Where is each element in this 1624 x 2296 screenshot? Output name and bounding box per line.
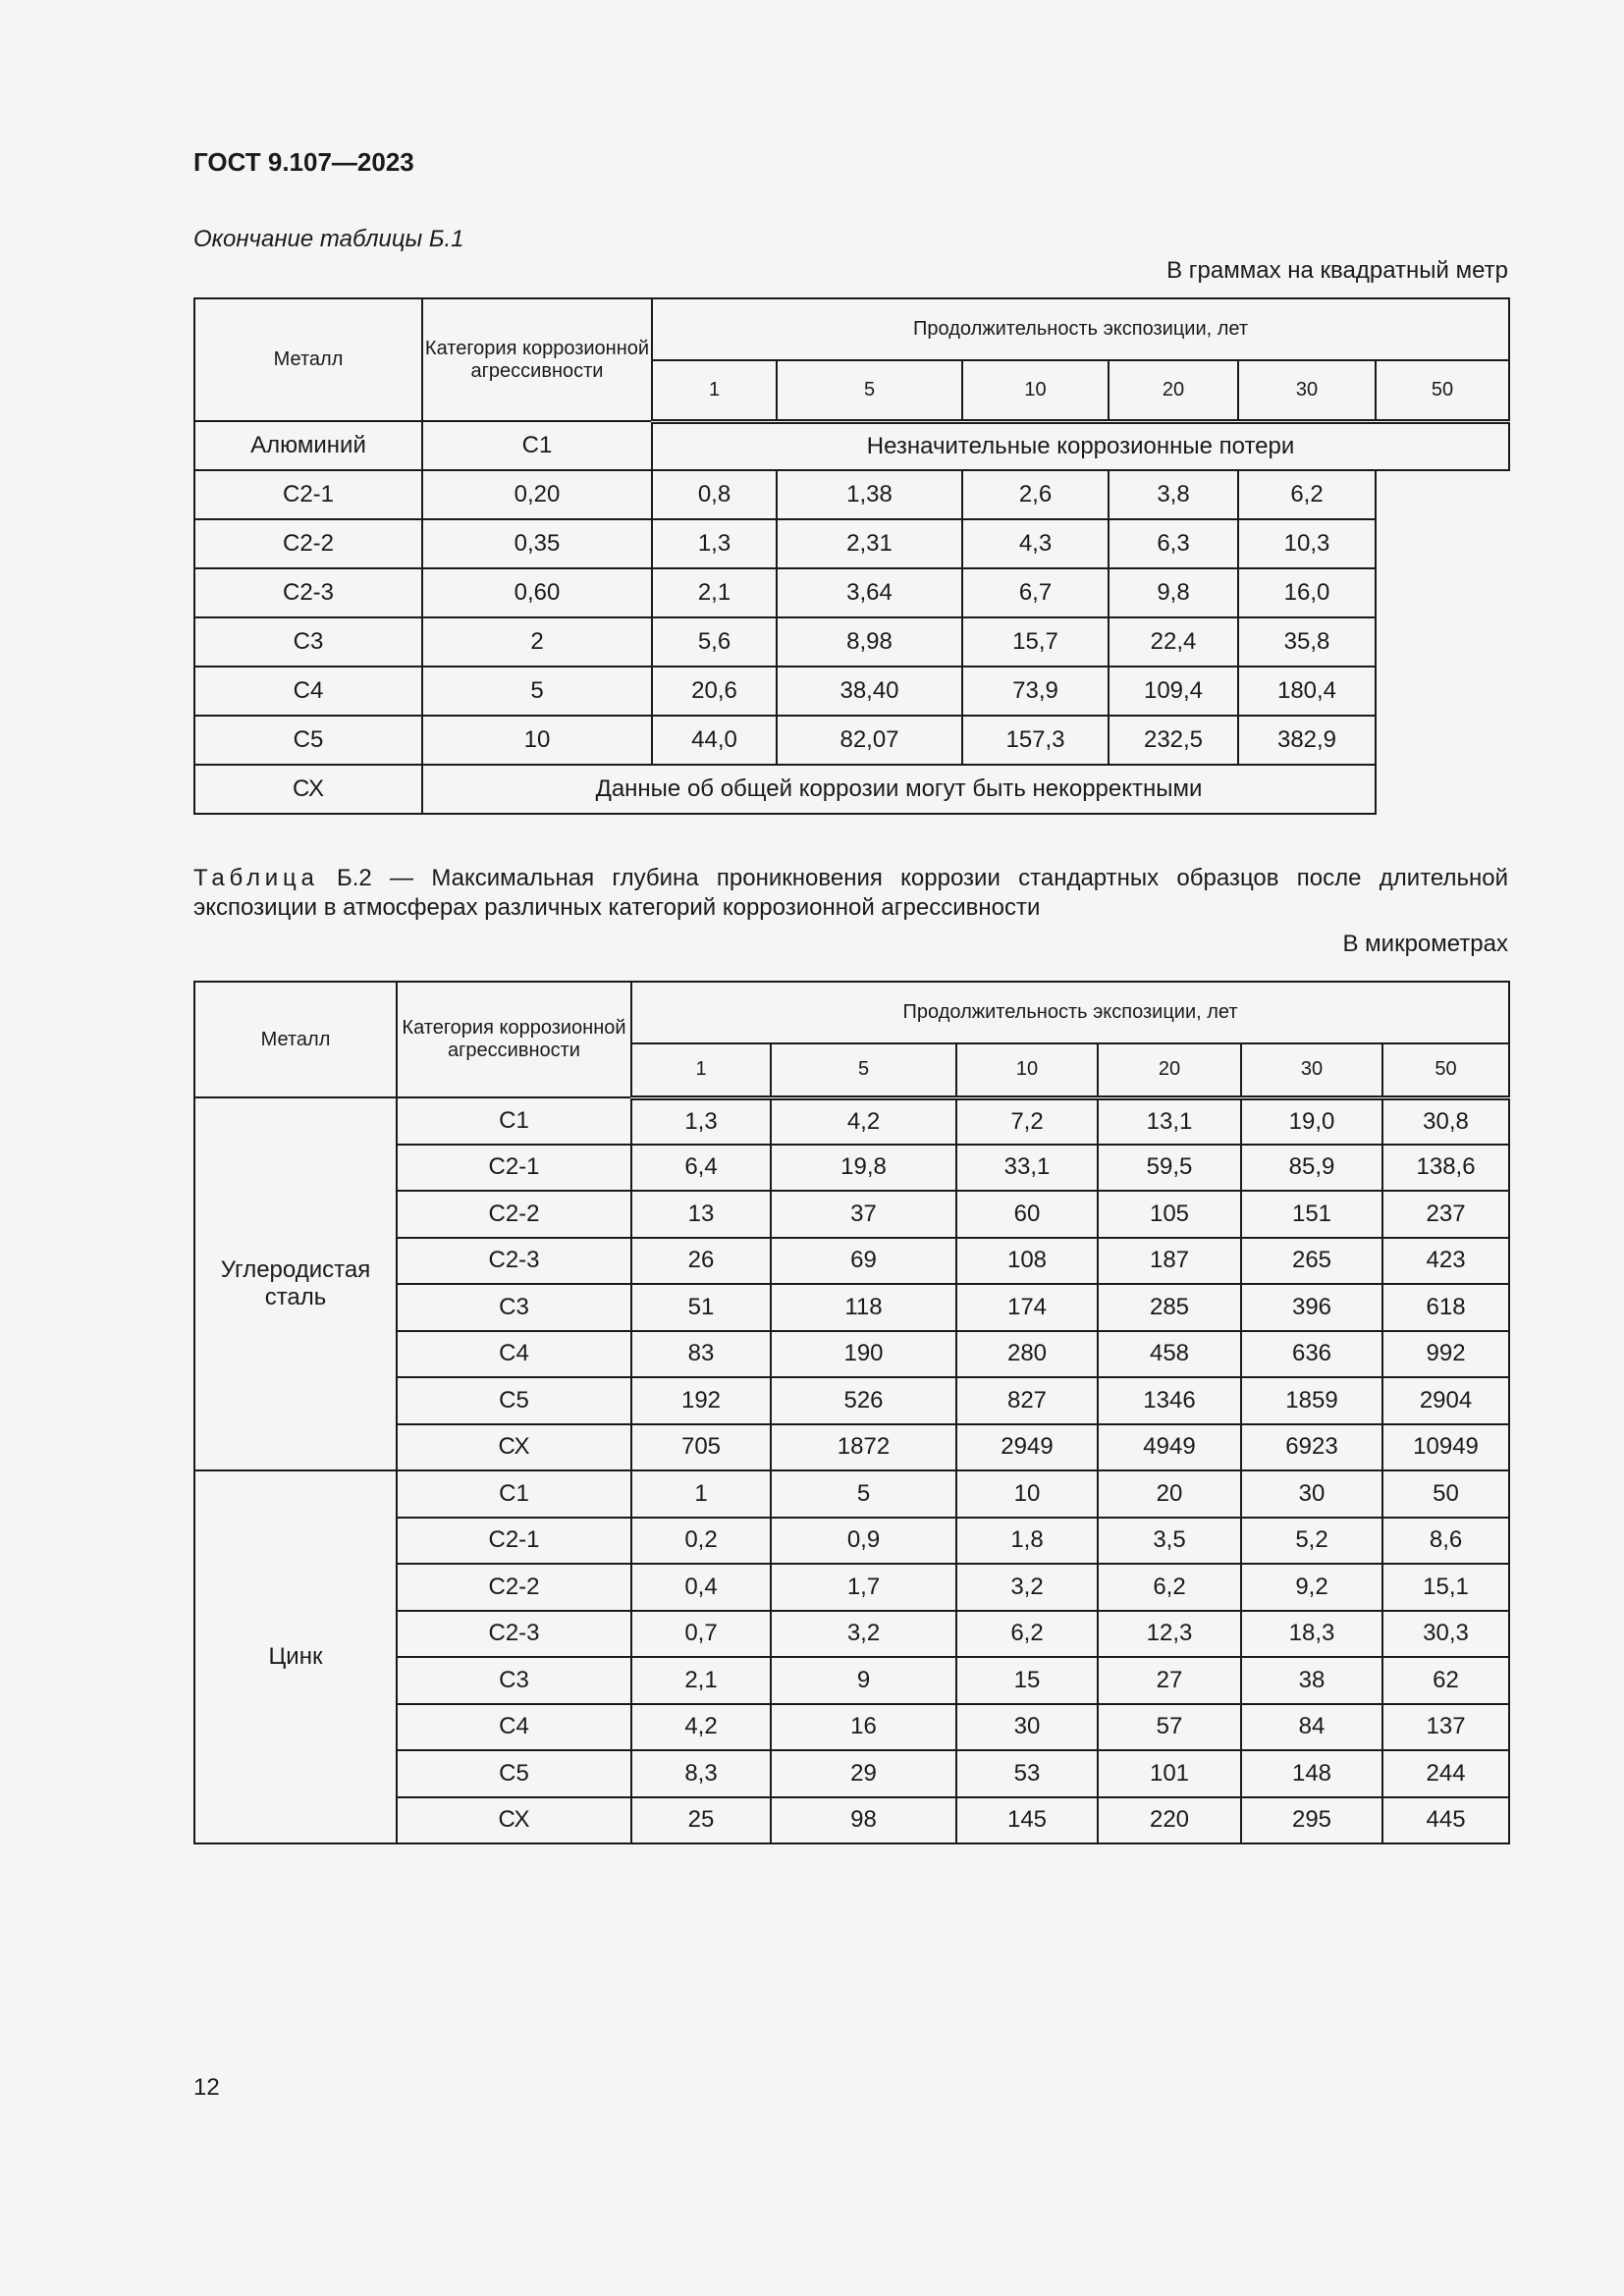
value-cell: 3,8: [1109, 470, 1238, 519]
value-cell: 1,3: [631, 1097, 771, 1145]
value-cell: 38: [1241, 1657, 1382, 1704]
value-cell: 98: [771, 1797, 956, 1844]
value-cell: 15,7: [962, 617, 1109, 667]
value-cell: 237: [1382, 1191, 1509, 1238]
value-cell: 1,38: [777, 470, 962, 519]
value-cell: 285: [1098, 1284, 1241, 1331]
value-cell: 83: [631, 1331, 771, 1378]
value-cell: 69: [771, 1238, 956, 1285]
value-cell: 13: [631, 1191, 771, 1238]
caption-text: Б.2 — Максимальная глубина проникновения коррозии стандартных образцов после длительной экспозиции в атмосферах различных категорий коррозионной агрессивности: [193, 865, 1508, 921]
table-row: [194, 667, 1509, 716]
header-year: 1: [631, 1043, 771, 1097]
header-year: 1: [652, 360, 777, 421]
value-cell: 8,98: [777, 617, 962, 667]
category-cell: СХ: [194, 765, 422, 814]
value-cell: 20,6: [652, 667, 777, 716]
header-year: 5: [777, 360, 962, 421]
value-cell: 27: [1098, 1657, 1241, 1704]
value-cell: 59,5: [1098, 1145, 1241, 1192]
category-cell: С2-3: [397, 1611, 631, 1658]
header-year: 50: [1382, 1043, 1509, 1097]
value-cell: 37: [771, 1191, 956, 1238]
value-cell: 10: [956, 1470, 1098, 1518]
value-cell: 0,9: [771, 1518, 956, 1565]
header-metal: Металл: [194, 298, 422, 421]
value-cell: 1859: [1241, 1377, 1382, 1424]
category-cell: С5: [194, 716, 422, 765]
value-cell: 84: [1241, 1704, 1382, 1751]
value-cell: 0,8: [652, 470, 777, 519]
value-cell: 44,0: [652, 716, 777, 765]
table-row: [194, 421, 1509, 470]
value-cell: 1872: [771, 1424, 956, 1471]
value-cell: 526: [771, 1377, 956, 1424]
value-cell: 30,8: [1382, 1097, 1509, 1145]
category-cell: С2-1: [397, 1145, 631, 1192]
category-cell: С5: [397, 1750, 631, 1797]
value-cell: 8,3: [631, 1750, 771, 1797]
metal-cell: Углеродистая сталь: [194, 1097, 397, 1470]
category-cell: С4: [397, 1331, 631, 1378]
value-cell: 33,1: [956, 1145, 1098, 1192]
value-cell: 38,40: [777, 667, 962, 716]
header-year: 20: [1098, 1043, 1241, 1097]
value-cell: 9,8: [1109, 568, 1238, 617]
table-row: [194, 716, 1509, 765]
value-cell: 16: [771, 1704, 956, 1751]
header-year: 30: [1238, 360, 1376, 421]
value-cell: 1,8: [956, 1518, 1098, 1565]
category-cell: С1: [397, 1097, 631, 1145]
table-row: [194, 519, 1509, 568]
category-cell: С3: [397, 1284, 631, 1331]
value-cell: 4,3: [962, 519, 1109, 568]
table-b2: [193, 981, 1510, 1844]
value-cell: 137: [1382, 1704, 1509, 1751]
table2-unit: В микрометрах: [1342, 931, 1508, 957]
value-cell: 244: [1382, 1750, 1509, 1797]
category-cell: С1: [397, 1470, 631, 1518]
value-cell: 174: [956, 1284, 1098, 1331]
value-cell: 1: [631, 1470, 771, 1518]
value-cell: 0,7: [631, 1611, 771, 1658]
value-cell: 15: [956, 1657, 1098, 1704]
header-year: 20: [1109, 360, 1238, 421]
table-row: [194, 1097, 1509, 1145]
value-cell: 22,4: [1109, 617, 1238, 667]
value-cell: 13,1: [1098, 1097, 1241, 1145]
value-cell: 9: [771, 1657, 956, 1704]
value-cell: 3,2: [771, 1611, 956, 1658]
value-cell: 265: [1241, 1238, 1382, 1285]
value-cell: 7,2: [956, 1097, 1098, 1145]
value-cell: 57: [1098, 1704, 1241, 1751]
value-cell: 157,3: [962, 716, 1109, 765]
value-cell: 396: [1241, 1284, 1382, 1331]
category-cell: С2-2: [194, 519, 422, 568]
value-cell: 6,2: [956, 1611, 1098, 1658]
table-row: [194, 568, 1509, 617]
value-cell: 10: [422, 716, 652, 765]
header-duration: Продолжительность экспозиции, лет: [652, 298, 1509, 360]
category-cell: С3: [194, 617, 422, 667]
value-cell: 148: [1241, 1750, 1382, 1797]
value-cell: 6923: [1241, 1424, 1382, 1471]
value-cell: 2,31: [777, 519, 962, 568]
category-cell: С4: [194, 667, 422, 716]
value-cell: 6,4: [631, 1145, 771, 1192]
value-cell: 29: [771, 1750, 956, 1797]
value-cell: 145: [956, 1797, 1098, 1844]
value-cell: 6,2: [1098, 1564, 1241, 1611]
value-cell: 1346: [1098, 1377, 1241, 1424]
value-cell: 3,64: [777, 568, 962, 617]
value-cell: 0,60: [422, 568, 652, 617]
category-cell: С2-3: [397, 1238, 631, 1285]
header-category: Категория коррозионной агрессивности: [397, 982, 631, 1097]
value-cell: 0,4: [631, 1564, 771, 1611]
value-cell: 0,2: [631, 1518, 771, 1565]
value-cell: 5,6: [652, 617, 777, 667]
value-cell: 118: [771, 1284, 956, 1331]
value-cell: 2,1: [631, 1657, 771, 1704]
category-cell: СХ: [397, 1797, 631, 1844]
metal-cell: Алюминий: [194, 421, 422, 470]
category-cell: С2-2: [397, 1564, 631, 1611]
value-cell: 53: [956, 1750, 1098, 1797]
value-cell: 180,4: [1238, 667, 1376, 716]
value-cell: 2,6: [962, 470, 1109, 519]
value-cell: 4,2: [631, 1704, 771, 1751]
value-cell: 5,2: [1241, 1518, 1382, 1565]
category-cell: СХ: [397, 1424, 631, 1471]
value-cell: 4949: [1098, 1424, 1241, 1471]
value-cell: 458: [1098, 1331, 1241, 1378]
value-cell: 5: [422, 667, 652, 716]
header-year: 10: [956, 1043, 1098, 1097]
value-cell: 26: [631, 1238, 771, 1285]
value-cell: 20: [1098, 1470, 1241, 1518]
value-cell: 10,3: [1238, 519, 1376, 568]
page-number: 12: [193, 2074, 220, 2101]
metal-cell: Цинк: [194, 1470, 397, 1843]
value-cell: 19,8: [771, 1145, 956, 1192]
value-cell: 192: [631, 1377, 771, 1424]
value-cell: 108: [956, 1238, 1098, 1285]
table-row: [194, 617, 1509, 667]
value-cell: 3,5: [1098, 1518, 1241, 1565]
category-cell: С4: [397, 1704, 631, 1751]
value-cell: 138,6: [1382, 1145, 1509, 1192]
value-cell: 280: [956, 1331, 1098, 1378]
value-cell: 382,9: [1238, 716, 1376, 765]
value-cell: 18,3: [1241, 1611, 1382, 1658]
document-code: ГОСТ 9.107—2023: [193, 147, 414, 177]
header-metal: Металл: [194, 982, 397, 1097]
table-b1-continuation: [193, 297, 1510, 815]
value-cell: 10949: [1382, 1424, 1509, 1471]
table-b2-caption: [193, 864, 1508, 923]
value-cell: 30,3: [1382, 1611, 1509, 1658]
value-cell: 51: [631, 1284, 771, 1331]
value-cell: 82,07: [777, 716, 962, 765]
value-cell: 187: [1098, 1238, 1241, 1285]
value-cell: 15,1: [1382, 1564, 1509, 1611]
value-cell: 705: [631, 1424, 771, 1471]
table-row: [194, 470, 1509, 519]
table1-unit: В граммах на квадратный метр: [1166, 257, 1508, 284]
header-duration: Продолжительность экспозиции, лет: [631, 982, 1509, 1043]
category-cell: С3: [397, 1657, 631, 1704]
value-cell: 73,9: [962, 667, 1109, 716]
value-cell: 6,2: [1238, 470, 1376, 519]
value-cell: 636: [1241, 1331, 1382, 1378]
value-cell: 60: [956, 1191, 1098, 1238]
caption-label: Таблица: [193, 865, 319, 891]
value-cell: 295: [1241, 1797, 1382, 1844]
category-cell: С1: [422, 421, 652, 470]
table-row: [194, 1470, 1509, 1518]
value-cell: 190: [771, 1331, 956, 1378]
note-cell: Незначительные коррозионные потери: [652, 421, 1509, 470]
value-cell: 2: [422, 617, 652, 667]
value-cell: 101: [1098, 1750, 1241, 1797]
value-cell: 8,6: [1382, 1518, 1509, 1565]
header-year: 5: [771, 1043, 956, 1097]
value-cell: 0,20: [422, 470, 652, 519]
value-cell: 445: [1382, 1797, 1509, 1844]
value-cell: 9,2: [1241, 1564, 1382, 1611]
value-cell: 25: [631, 1797, 771, 1844]
value-cell: 151: [1241, 1191, 1382, 1238]
table-continuation-title: Окончание таблицы Б.1: [193, 226, 464, 252]
header-year: 50: [1376, 360, 1509, 421]
value-cell: 62: [1382, 1657, 1509, 1704]
value-cell: 30: [1241, 1470, 1382, 1518]
value-cell: 12,3: [1098, 1611, 1241, 1658]
value-cell: 827: [956, 1377, 1098, 1424]
value-cell: 6,7: [962, 568, 1109, 617]
value-cell: 30: [956, 1704, 1098, 1751]
value-cell: 19,0: [1241, 1097, 1382, 1145]
header-year: 10: [962, 360, 1109, 421]
value-cell: 109,4: [1109, 667, 1238, 716]
category-cell: С2-3: [194, 568, 422, 617]
value-cell: 1,3: [652, 519, 777, 568]
value-cell: 85,9: [1241, 1145, 1382, 1192]
value-cell: 2904: [1382, 1377, 1509, 1424]
value-cell: 2,1: [652, 568, 777, 617]
value-cell: 2949: [956, 1424, 1098, 1471]
value-cell: 35,8: [1238, 617, 1376, 667]
category-cell: С2-1: [194, 470, 422, 519]
value-cell: 1,7: [771, 1564, 956, 1611]
value-cell: 3,2: [956, 1564, 1098, 1611]
value-cell: 16,0: [1238, 568, 1376, 617]
value-cell: 618: [1382, 1284, 1509, 1331]
value-cell: 5: [771, 1470, 956, 1518]
category-cell: С5: [397, 1377, 631, 1424]
value-cell: 423: [1382, 1238, 1509, 1285]
value-cell: 0,35: [422, 519, 652, 568]
header-year: 30: [1241, 1043, 1382, 1097]
value-cell: 50: [1382, 1470, 1509, 1518]
value-cell: 105: [1098, 1191, 1241, 1238]
note-cell: Данные об общей коррозии могут быть некорректными: [422, 765, 1376, 814]
category-cell: С2-2: [397, 1191, 631, 1238]
value-cell: 6,3: [1109, 519, 1238, 568]
value-cell: 232,5: [1109, 716, 1238, 765]
header-category: Категория коррозионной агрессивности: [422, 298, 652, 421]
value-cell: 992: [1382, 1331, 1509, 1378]
category-cell: С2-1: [397, 1518, 631, 1565]
value-cell: 220: [1098, 1797, 1241, 1844]
value-cell: 4,2: [771, 1097, 956, 1145]
table-row: [194, 765, 1509, 814]
